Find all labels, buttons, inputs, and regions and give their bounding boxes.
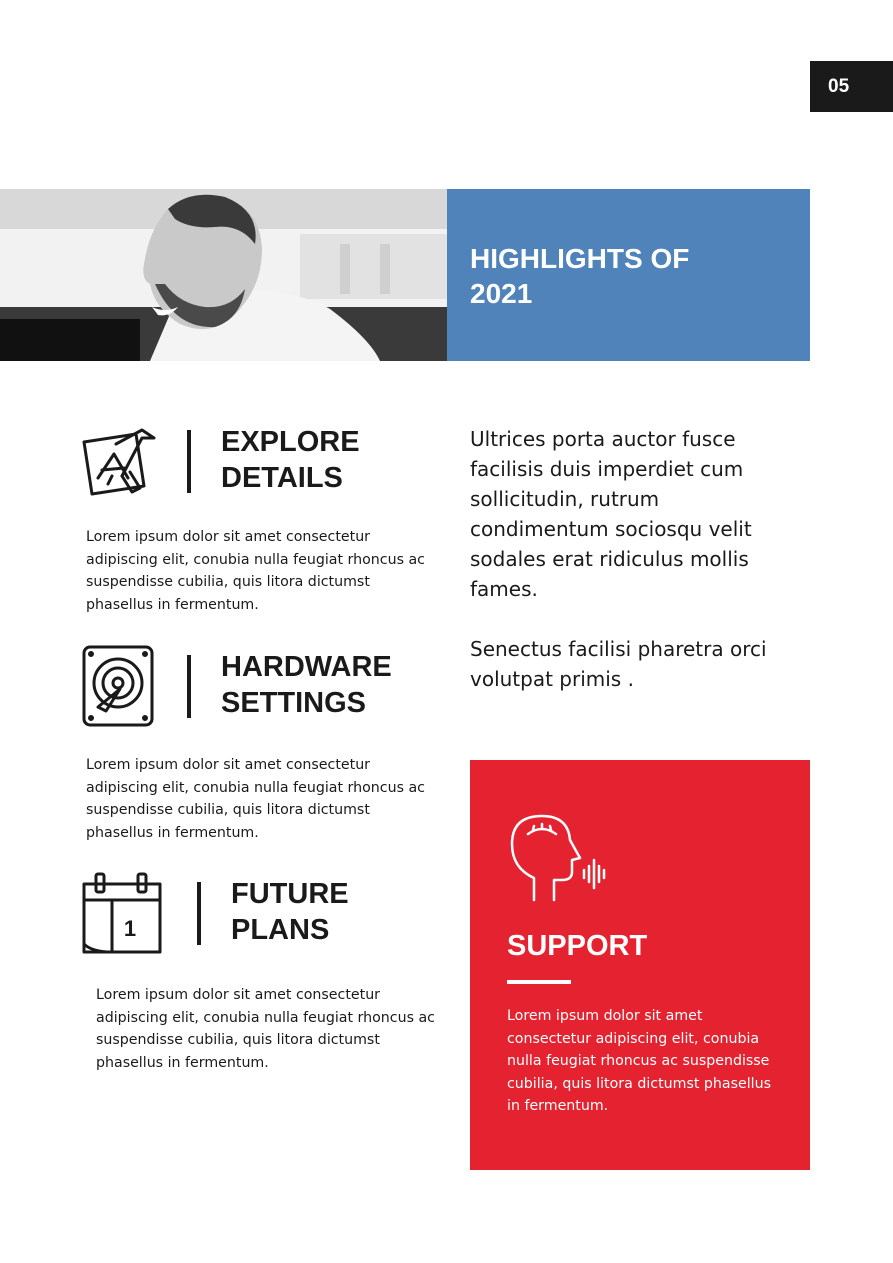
calendar-icon [82, 872, 162, 954]
feature-title-future: FUTURE PLANS [231, 878, 349, 946]
tools-icon [82, 428, 158, 498]
intro-paragraph-1: Ultrices porta auctor fusce facilisis duis imperdiet cum sollicitudin, rutrum condimentum sociosqu velit sodales erat ridiculus mollis fames. [470, 427, 752, 601]
feature-title-hardware: HARDWARE SETTINGS [221, 651, 392, 719]
voice-recognition-icon [506, 812, 606, 904]
feature-text-future: Lorem ipsum dolor sit amet consectetur adipiscing elit, conubia nulla feugiat rhoncus ac suspendisse cubilia, quis litora dictumst phasellus in fermentum. [96, 987, 435, 1071]
hard-drive-icon [82, 645, 154, 727]
support-title: SUPPORT [507, 930, 648, 962]
support-card [470, 760, 810, 1170]
support-divider [507, 980, 571, 984]
feature-text-explore: Lorem ipsum dolor sit amet consectetur adipiscing elit, conubia nulla feugiat rhoncus ac suspendisse cubilia, quis litora dictumst phasellus in fermentum. [86, 529, 425, 613]
feature-text-hardware: Lorem ipsum dolor sit amet consectetur adipiscing elit, conubia nulla feugiat rhoncus ac suspendisse cubilia, quis litora dictumst phasellus in fermentum. [86, 757, 425, 841]
intro-paragraph-2: Senectus facilisi pharetra orci volutpat primis . [470, 637, 767, 691]
hero-title-box [447, 189, 810, 361]
intro-text [470, 424, 790, 724]
hero-title: HIGHLIGHTS OF 2021 [470, 243, 690, 309]
calendar-day-label: 1 [123, 916, 137, 941]
page-number: 05 [810, 61, 893, 112]
hero-photo [0, 189, 447, 361]
feature-divider [187, 655, 191, 718]
feature-divider [197, 882, 201, 945]
feature-divider [187, 430, 191, 493]
feature-title-explore: EXPLORE DETAILS [221, 426, 360, 494]
support-text: Lorem ipsum dolor sit amet consectetur adipiscing elit, conubia nulla feugiat rhoncus ac suspendisse cubilia, quis litora dictumst phasellus in fermentum. [507, 1008, 772, 1114]
